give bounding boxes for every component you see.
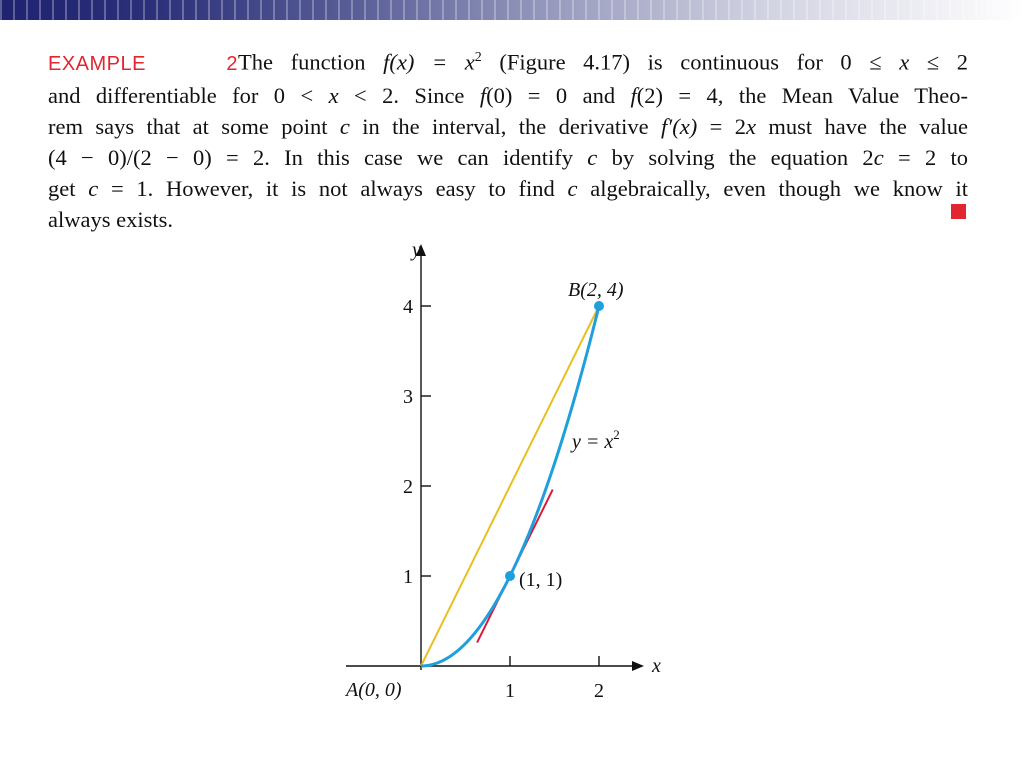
- point-c-label: (1, 1): [519, 569, 563, 591]
- text-line: get c = 1. However, it is not always easy to find c algebraically, even though we know it: [48, 175, 968, 201]
- text-line: rem says that at some point c in the interval, the derivative f′(x) = 2x must have the value: [48, 113, 968, 139]
- y-tick-label: 2: [403, 476, 413, 498]
- text-line: always exists.: [48, 206, 173, 232]
- x-axis-arrow: [632, 661, 644, 671]
- y-axis-label: y: [412, 239, 421, 261]
- curve-label: $y = x^2$: [572, 427, 620, 453]
- y-tick-label: 1: [403, 566, 413, 588]
- y-ticks: [403, 296, 431, 588]
- mean-value-theorem-figure: [330, 236, 680, 706]
- x-tick-label: 2: [594, 680, 604, 702]
- x-ticks: [505, 656, 604, 702]
- end-of-example-mark: [951, 204, 966, 219]
- header-band-pattern: [0, 0, 1024, 20]
- secant-line: [421, 306, 599, 666]
- text-line: (4 − 0)/(2 − 0) = 2. In this case we can identify c by solving the equation 2c = 2 to: [48, 144, 968, 170]
- y-tick-label: 3: [403, 386, 413, 408]
- point-b-marker: [594, 301, 604, 311]
- x-axis-label: x: [652, 655, 661, 677]
- point-a-label: A(0, 0): [346, 679, 402, 701]
- text-line: and differentiable for 0 < x < 2. Since f(0) = 0 and f(2) = 4, the Mean Value Theo-: [48, 82, 968, 108]
- example-label: EXAMPLE 2: [48, 52, 238, 75]
- x-tick-label: 1: [505, 680, 515, 702]
- text-line: EXAMPLE 2The function $f(x) = x^2$ (Figure 4.17) is continuous for 0 ≤ x ≤ 2: [48, 42, 968, 80]
- point-b-label: B(2, 4): [568, 279, 624, 301]
- y-tick-label: 4: [403, 296, 413, 318]
- example-paragraph: [48, 42, 968, 235]
- point-c-marker: [505, 571, 515, 581]
